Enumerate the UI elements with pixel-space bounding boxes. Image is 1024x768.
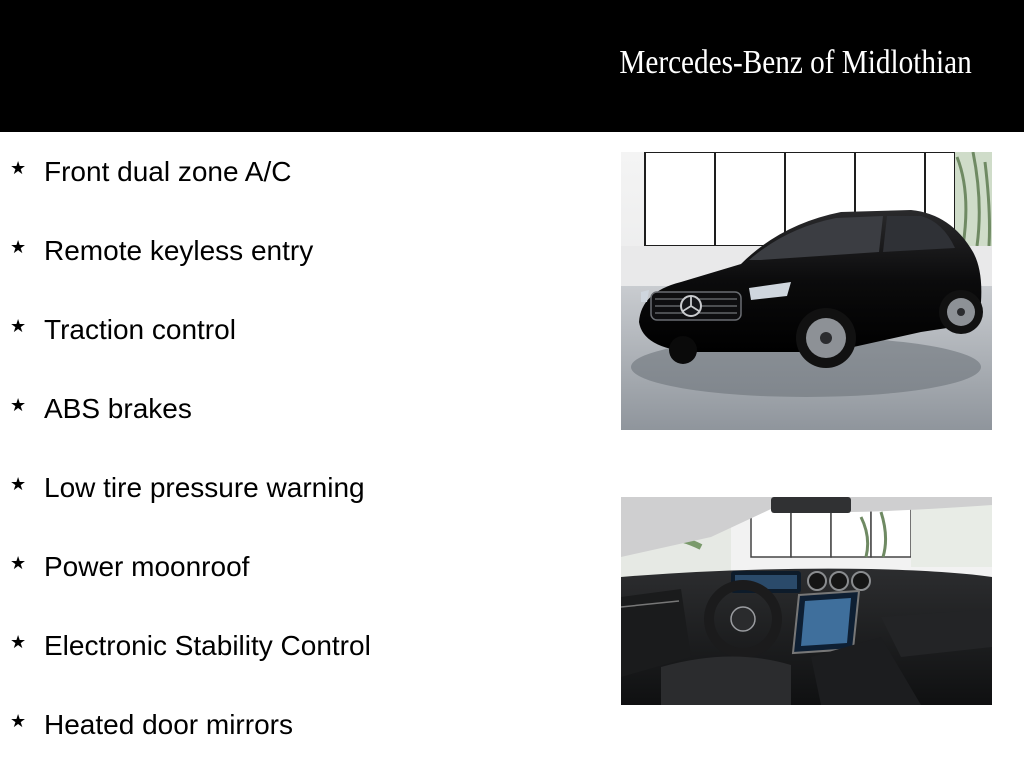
feature-item bbox=[10, 703, 600, 768]
feature-label: Heated door mirrors bbox=[44, 709, 293, 740]
star-icon: ★ bbox=[10, 474, 27, 495]
feature-item bbox=[10, 545, 600, 624]
exterior-photo bbox=[621, 152, 992, 430]
feature-label: Low tire pressure warning bbox=[44, 472, 365, 503]
feature-list bbox=[10, 150, 600, 768]
star-icon: ★ bbox=[10, 711, 27, 732]
feature-label: Traction control bbox=[44, 314, 236, 345]
feature-label: ABS brakes bbox=[44, 393, 192, 424]
feature-item bbox=[10, 308, 600, 387]
feature-label: Remote keyless entry bbox=[44, 235, 314, 266]
header-bar bbox=[0, 0, 1024, 132]
interior-photo bbox=[621, 497, 992, 705]
star-icon: ★ bbox=[10, 316, 27, 337]
star-icon: ★ bbox=[10, 553, 27, 574]
interior-cabin-image bbox=[621, 497, 992, 705]
feature-label: Electronic Stability Control bbox=[44, 630, 371, 661]
feature-item bbox=[10, 624, 600, 703]
feature-label: Front dual zone A/C bbox=[44, 156, 292, 187]
star-icon: ★ bbox=[10, 237, 27, 258]
exterior-car-image bbox=[621, 152, 992, 430]
feature-item bbox=[10, 466, 600, 545]
star-icon: ★ bbox=[10, 632, 27, 653]
star-icon: ★ bbox=[10, 158, 27, 179]
feature-item bbox=[10, 387, 600, 466]
feature-label: Power moonroof bbox=[44, 551, 250, 582]
feature-item bbox=[10, 229, 600, 308]
star-icon: ★ bbox=[10, 395, 27, 416]
dealer-name: Mercedes-Benz of Midlothian bbox=[619, 44, 972, 81]
feature-item bbox=[10, 150, 600, 229]
